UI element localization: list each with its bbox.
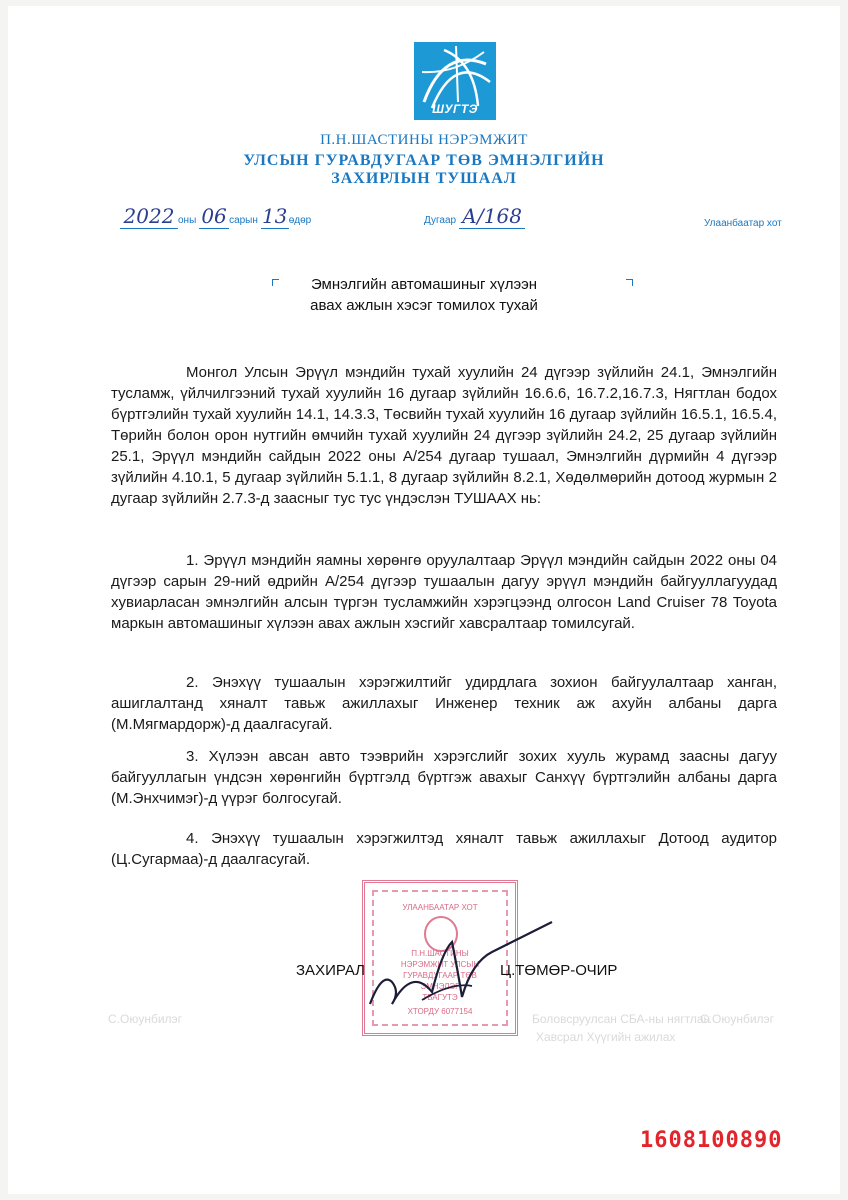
bleed-through-1: Боловсруулсан СБА-ны нягтлан (532, 1012, 711, 1026)
bleed-through-2: Хавсрал Хүүгийн ажилах (536, 1030, 676, 1044)
order-item-2-text: 2. Энэхүү тушаалын хэрэгжилтийг удирдлага зохион байгуулалтаар ханган, ашиглалтанд хяналт тавьж ажиллахыг Инженер техник аж ахуйн албаны дарга (М.Мягмардорж)-д даалгасугай. (111, 674, 777, 733)
signature-name: Ц.ТӨМӨР-ОЧИР (500, 962, 618, 979)
order-item-3-text: 3. Хүлээн авсан авто тээврийн хэрэгслийг зохих хууль журамд заасны дагуу байгууллагын үндсэн хөрөнгийн бүртгэлд бүртгэж авахыг Санхүү бүртгэлийн албаны дарга (М.Энхчимэг)-д үүрэг болгосугай. (111, 748, 777, 807)
stamp-line-2: НЭРЭМЖИТ УЛСЫН (400, 960, 480, 969)
date-month: 06 (199, 204, 229, 229)
stamp-line-4: ЭМНЭЛЭГ (420, 982, 460, 991)
date-day: 13 (261, 204, 288, 228)
bleed-through-3: С.Оюунбилэг (108, 1012, 183, 1026)
stamp-line-1: П.Н.ШАСТИНЫ (411, 949, 469, 958)
city-label: Улаанбаатар хот (704, 218, 782, 229)
handwritten-signature (362, 912, 562, 1012)
date-year: 2022 (120, 204, 178, 229)
stamp-bottom-text: ХТОРДУ 6077154 (407, 1007, 473, 1016)
order-number-label: Дугаар (424, 215, 457, 226)
header-line-1: П.Н.ШАСТИНЫ НЭРЭМЖИТ (320, 132, 528, 148)
order-item-3 (111, 746, 777, 809)
header-line-2: УЛСЫН ГУРАВДУГААР ТӨВ ЭМНЭЛГИЙН (243, 152, 605, 169)
order-number-line (424, 204, 525, 229)
order-item-1 (111, 550, 777, 634)
hospital-logo (414, 42, 496, 120)
bleed-through-4: С.Оюунбилэг (700, 1012, 775, 1026)
date-year-suffix: оны (178, 215, 197, 226)
logo-text: ШУГТЭ (432, 102, 478, 116)
preamble-text: Монгол Улсын Эрүүл мэндийн тухай хуулийн 24 дүгээр зүйлийн 24.1, Эмнэлгийн тусламж, үйлчилгээний тухай хуулийн 16 дугаар зүйлийн 16.6.6, 16.7.2,16.7.3, Нягтлан бодох бүртгэлийн тухай хуулийн 14.1, 14.3.3, Төсвийн тухай хуулийн 16 дугаар зүйлийн 16.5.1, 16.5.4, Төрийн болон орон нутгийн өмчийн тухай хуулийн 24 дүгээр зүйлийн 24.2, 25 дугаар зүйлийн 25.1, Эрүүл мэндийн сайдын 2022 оны А/254 дугаар тушаал, Эмнэлгийн дүрмийн 4 дүгээр зүйлийн 4.10.1, 5 дугаар зүйлийн 5.1.1, 8 дугаар зүйлийн 8.2.1, Хөдөлмөрийн дотоод журмын 2 дугаар зүйлийн 2.7.3-д заасныг тус тус үндэслэн ТУШААХ нь: (111, 364, 777, 507)
signature-title: ЗАХИРАЛ (296, 962, 366, 979)
subject-line-1: Эмнэлгийн автомашиныг хүлээн (310, 276, 538, 293)
order-item-2 (111, 672, 777, 735)
order-item-1-text: 1. Эрүүл мэндийн яамны хөрөнгө оруулалтаар Эрүүл мэндийн сайдын 2022 оны 04 дүгээр сарын 29-ний өдрийн А/254 дүгээр тушаалын дагуу эрүүл мэндийн байгууллагуудад хувиарласан эмнэлгийн алсын түргэн тусламжийн хэрэгцээнд олгосон Land Cruiser 78 Toyota маркын автомашиныг хүлээн авах ажлын хэсгийг хавсралтаар томилсугай. (111, 552, 777, 632)
order-number: А/168 (459, 204, 525, 229)
stamp-top-text: УЛААНБААТАР ХОТ (402, 903, 478, 912)
preamble-paragraph (111, 362, 777, 509)
order-item-4-text: 4. Энэхүү тушаалын хэрэгжилтэд хяналт тавьж ажиллахыг Дотоод аудитор (Ц.Сугармаа)-д даалгасугай. (111, 830, 777, 868)
stamp-line-5: ТБАГУТЭ (422, 993, 458, 1002)
date-day-suffix: өдөр (288, 215, 312, 226)
stamp-line-3: ГУРАВДУГААР ТӨВ (403, 971, 477, 980)
subject-line-2: авах ажлын хэсэг томилох тухай (310, 297, 538, 314)
date-line (120, 204, 311, 229)
order-item-4 (111, 828, 777, 870)
header-line-3: ЗАХИРЛЫН ТУШААЛ (331, 170, 517, 187)
date-month-suffix: сарын (229, 215, 258, 226)
document-serial-number: 1608100890 (640, 1128, 783, 1153)
